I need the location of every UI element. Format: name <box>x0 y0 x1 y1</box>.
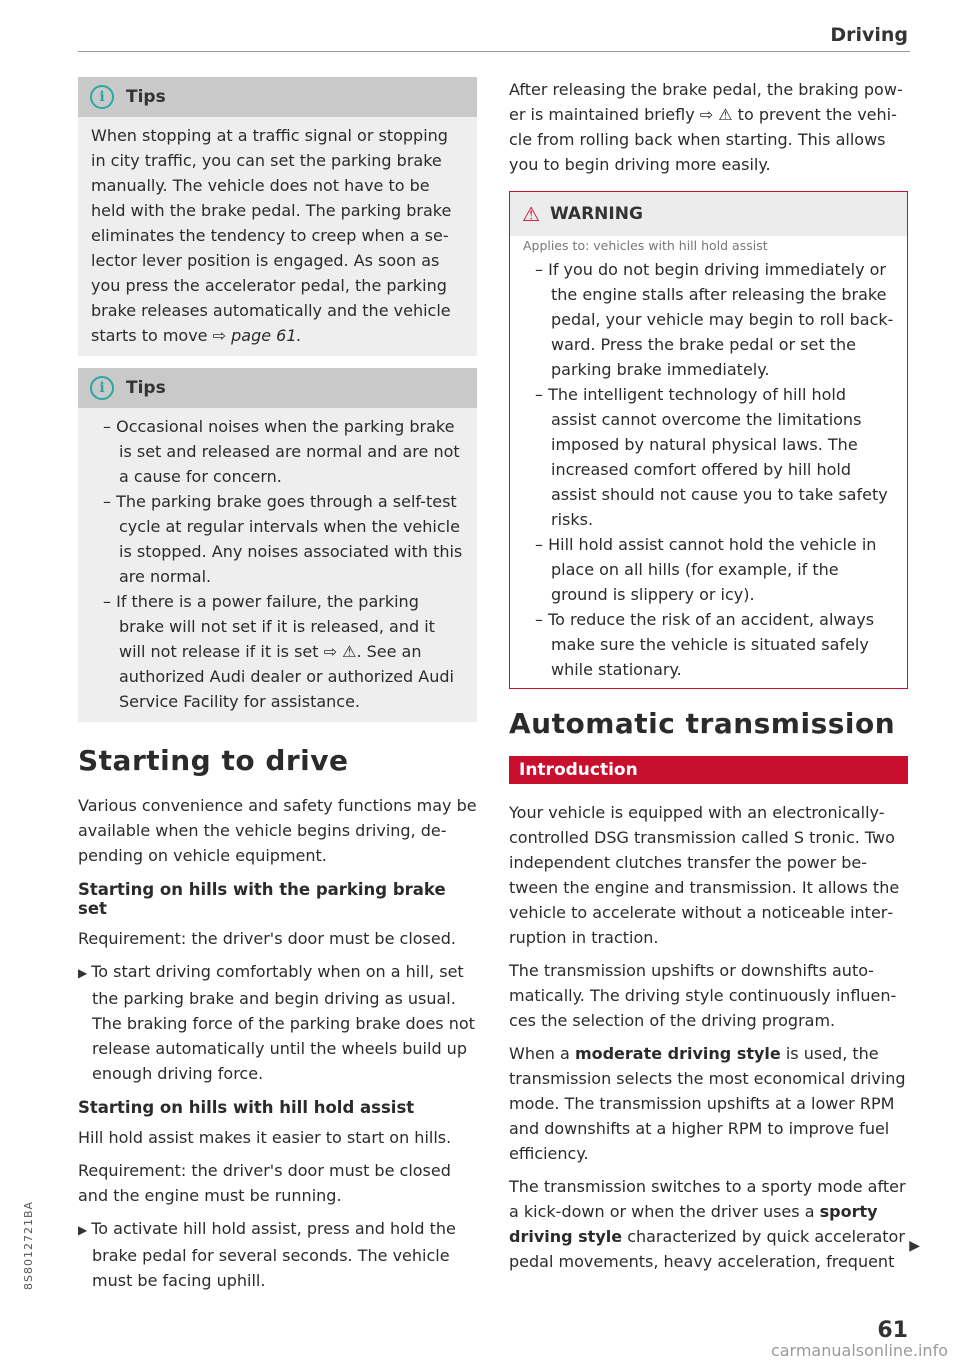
tips-label: Tips <box>126 378 166 398</box>
continue-arrow-icon: ▶ <box>909 1238 920 1254</box>
warning-body <box>510 255 907 688</box>
warning-label: WARNING <box>549 204 643 224</box>
bullet-arrow-icon: ▶ <box>78 1223 88 1237</box>
paragraph: The transmission upshifts or downshifts automatically. The driving style continuously influences the selection of the driving program. <box>509 961 897 1030</box>
hill-hold-paragraph: Hill hold assist makes it easier to start on hills. <box>78 1128 452 1147</box>
paragraph: Your vehicle is equipped with an electronically-controlled DSG transmission called S tronic. Two independent clutches transfer the power between the engine and transmission. It allows the vehicle to accelerate without a noticeable interruption in traction. <box>509 803 900 947</box>
list-item: – The intelligent technology of hill hold assist cannot overcome the limitations imposed by natural physical laws. The increased comfort offered by hill hold assist should not cause you to take safety risks. <box>523 382 895 532</box>
right-column <box>509 77 908 1274</box>
intro-paragraph: Various convenience and safety functions may be available when the vehicle begins driving, depending on vehicle equipment. <box>78 796 477 865</box>
tips-text-main: When stopping at a traffic signal or stopping in city traffic, you can set the parking brake manually. The vehicle does not have to be held with the brake pedal. The parking brake eliminates the tendency to creep when a selector lever position is engaged. As soon as you press the accelerator pedal, the parking brake releases automatically and the vehicle starts to move <box>91 126 452 345</box>
list-item: – If you do not begin driving immediately or the engine stalls after releasing the brake pedal, your vehicle may begin to roll backward. Press the brake pedal or set the parking brake immediately. <box>523 257 895 382</box>
list-item: – Hill hold assist cannot hold the vehicle in place on all hills (for example, if the ground is slippery or icy). <box>523 532 895 607</box>
tips-label: Tips <box>126 87 166 107</box>
emphasis: moderate driving style <box>574 1044 781 1063</box>
instruction-text: To activate hill hold assist, press and hold the brake pedal for several seconds. The vehicle must be facing uphill. <box>91 1219 456 1290</box>
watermark: carmanualsonline.info <box>770 1341 948 1360</box>
emphasis: sporty driving style <box>509 1202 878 1246</box>
text: is used, the transmission selects the most economical driving mode. The transmission upshifts at a lower RPM and downshifts at a higher RPM to improve fuel efficiency. <box>509 1044 906 1163</box>
tips-body <box>78 117 477 356</box>
warning-header <box>510 192 907 236</box>
info-icon: i <box>90 376 114 400</box>
page-reference-link[interactable]: ⇨ page 61. <box>212 326 302 345</box>
tips-list <box>91 414 465 714</box>
text: The transmission switches to a sporty mode after a kick-down or when the driver uses a <box>509 1177 906 1221</box>
introduction-bar: Introduction <box>509 756 908 784</box>
list-item: – To reduce the risk of an accident, always make sure the vehicle is situated safely while stationary. <box>523 607 895 682</box>
brake-paragraph: After releasing the brake pedal, the braking power is maintained briefly ⇨ ⚠ to prevent the vehicle from rolling back when starting. This allows you to begin driving more easily. <box>509 80 903 174</box>
document-code: 8S8012721BA <box>22 1200 35 1290</box>
paragraph <box>509 1174 908 1274</box>
tips-box-1 <box>78 77 477 356</box>
subheading-parking-brake: Starting on hills with the parking brake set <box>78 880 446 918</box>
tips-body <box>78 408 477 722</box>
header-divider <box>78 51 910 52</box>
tips-text <box>91 123 465 348</box>
warning-box <box>509 191 908 689</box>
text: characterized by quick accelerator pedal movements, heavy acceleration, frequent <box>509 1227 905 1271</box>
warning-applies: Applies to: vehicles with hill hold assist <box>523 238 768 253</box>
paragraph <box>509 1041 908 1166</box>
warning-list <box>523 257 895 682</box>
tips-box-2 <box>78 368 477 722</box>
warning-triangle-icon: ⚠ <box>522 202 540 226</box>
section-heading-starting: Starting to drive <box>78 744 349 777</box>
section-heading-automatic: Automatic transmission <box>509 707 896 740</box>
left-column <box>78 77 477 1301</box>
tips-header <box>78 77 477 117</box>
info-icon: i <box>90 85 114 109</box>
instruction-text: To start driving comfortably when on a hill, set the parking brake and begin driving as usual. The braking force of the parking brake does not release automatically until the wheels build up enough driving force. <box>91 962 475 1083</box>
requirement-text: Requirement: the driver's door must be closed. <box>78 929 456 948</box>
subheading-hill-hold: Starting on hills with hill hold assist <box>78 1098 415 1117</box>
bullet-arrow-icon: ▶ <box>78 966 88 980</box>
instruction-bullet <box>78 1216 477 1293</box>
running-header: Driving <box>830 24 908 46</box>
list-item: – Occasional noises when the parking brake is set and released are normal and are not a cause for concern. <box>91 414 465 489</box>
tips-header <box>78 368 477 408</box>
list-item: – The parking brake goes through a self-test cycle at regular intervals when the vehicle is stopped. Any noises associated with this are normal. <box>91 489 465 589</box>
list-item: – If there is a power failure, the parking brake will not set if it is released, and it will not release if it is set ⇨ ⚠. See an authorized Audi dealer or authorized Audi Service Facility for assistance. <box>91 589 465 714</box>
page-number: 61 <box>877 1318 908 1343</box>
instruction-bullet <box>78 959 477 1086</box>
text: When a <box>509 1044 570 1063</box>
requirement-text: Requirement: the driver's door must be closed and the engine must be running. <box>78 1161 451 1205</box>
